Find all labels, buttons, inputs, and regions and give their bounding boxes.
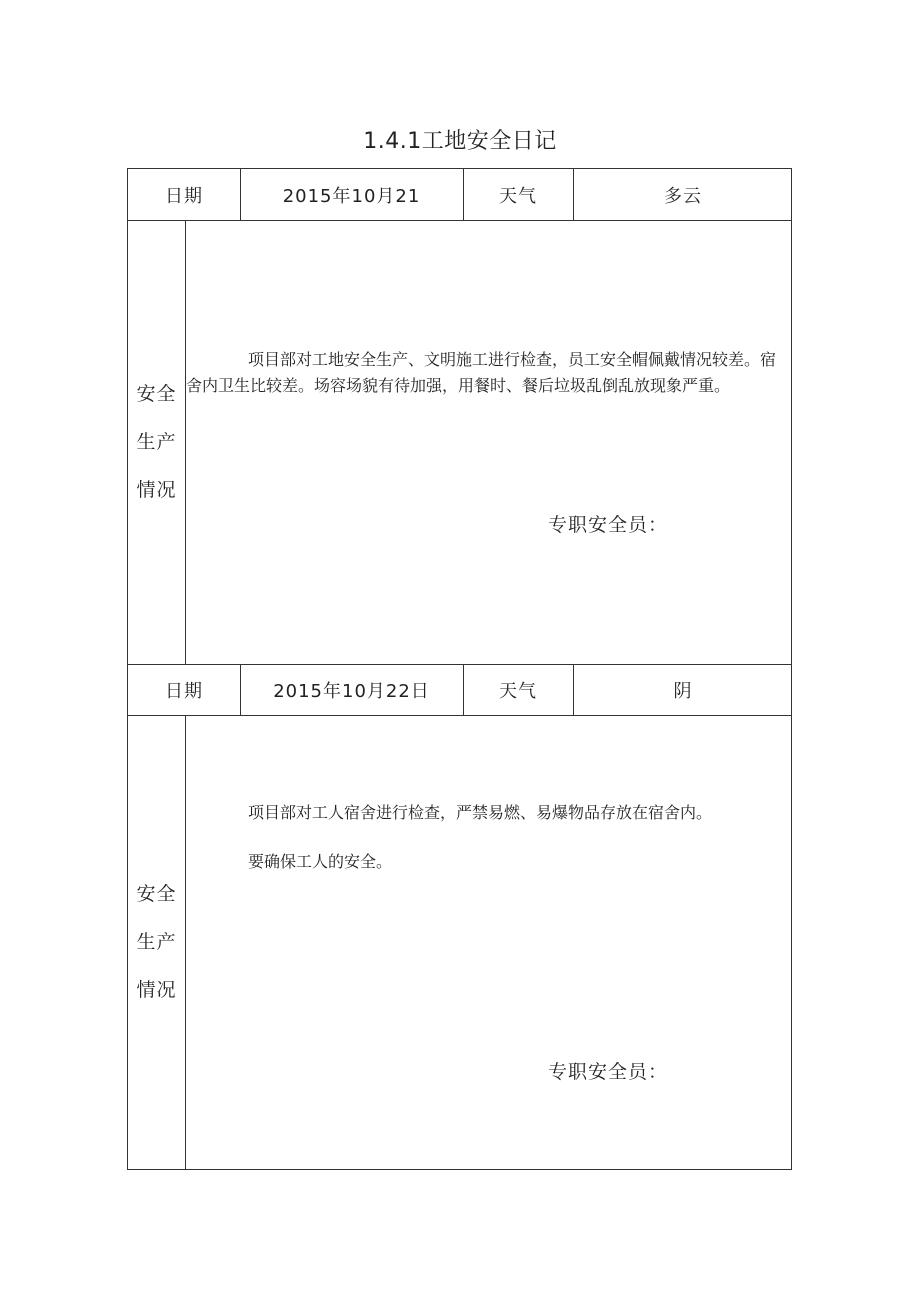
- column-divider: [240, 169, 241, 220]
- row-divider: [128, 220, 791, 221]
- weather-value: 阴: [673, 681, 693, 702]
- date-label: 日期: [165, 185, 203, 207]
- safety-officer-label: 专职安全员：: [548, 514, 669, 536]
- page-title: 1.4.1工地安全日记: [363, 129, 557, 154]
- column-divider: [185, 715, 186, 1169]
- safety-diary-table: [127, 168, 792, 1170]
- section-label: [128, 715, 185, 1169]
- column-divider: [573, 664, 574, 715]
- date-label: 日期: [165, 681, 203, 702]
- column-divider: [463, 664, 464, 715]
- section-label-line: 生产: [136, 931, 177, 953]
- section-label-line: 安全: [136, 383, 177, 405]
- column-divider: [185, 220, 186, 664]
- row-divider: [128, 715, 791, 716]
- column-divider: [463, 169, 464, 220]
- column-divider: [240, 664, 241, 715]
- safety-officer-label: 专职安全员：: [548, 1061, 669, 1083]
- section-label-line: 情况: [136, 479, 177, 501]
- section-label-line: 安全: [136, 883, 177, 905]
- date-value: 2015年10月22日: [273, 681, 430, 702]
- weather-label: 天气: [499, 185, 537, 207]
- safety-report-text: 项目部对工人宿舍进行检查，严禁易燃、易爆物品存放在宿舍内。: [248, 803, 713, 822]
- column-divider: [573, 169, 574, 220]
- section-label-line: 情况: [136, 979, 177, 1001]
- weather-value: 多云: [664, 185, 702, 207]
- weather-label: 天气: [499, 681, 537, 702]
- safety-report-text: 项目部对工地安全生产、文明施工进行检查，员工安全帽佩戴情况较差。宿舍内卫生比较差。场容场貌有待加强，用餐时、餐后垃圾乱倒乱放现象严重。: [186, 350, 777, 395]
- safety-report-text: 要确保工人的安全。: [248, 852, 393, 871]
- date-value: 2015年10月21: [282, 185, 421, 207]
- section-label: [128, 220, 185, 664]
- section-label-line: 生产: [136, 431, 177, 453]
